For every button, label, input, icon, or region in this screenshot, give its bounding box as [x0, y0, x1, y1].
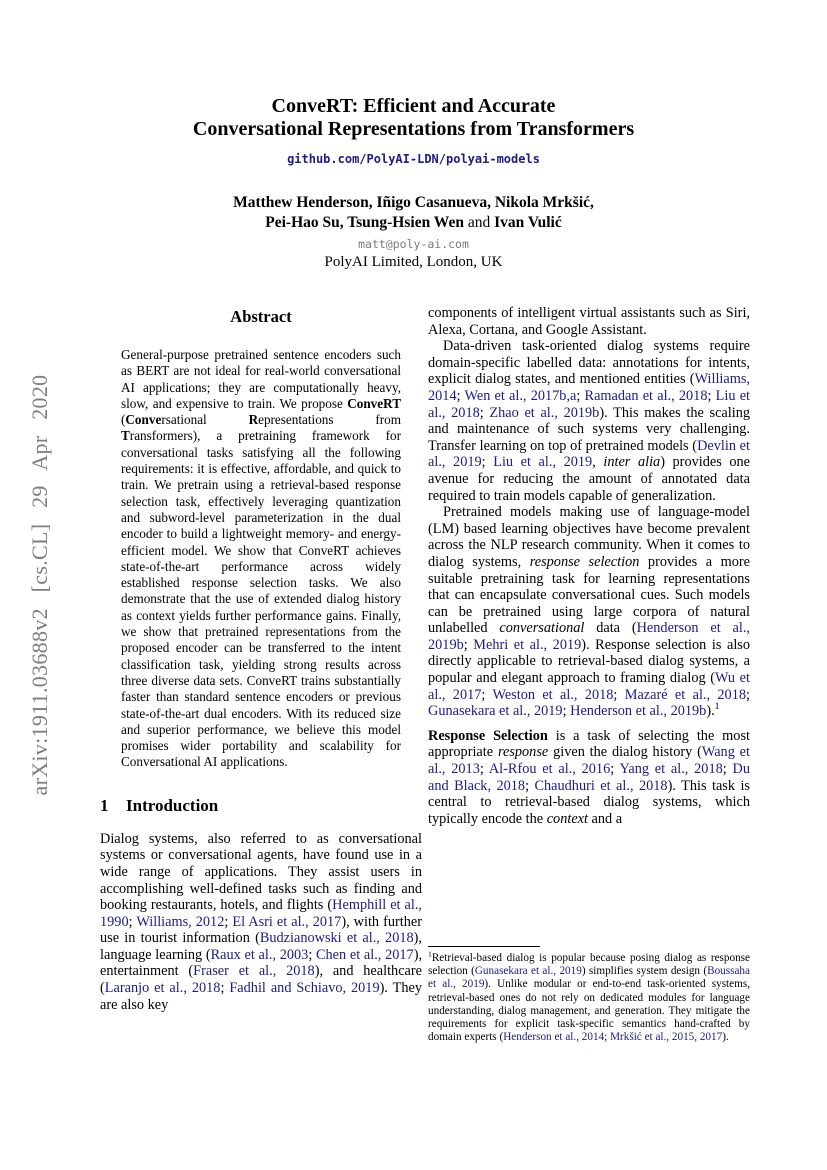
citation-link[interactable]: Fraser et al., 2018 — [193, 963, 315, 980]
citation-link[interactable]: Liu et al., 2018 — [428, 387, 751, 421]
citation-link[interactable]: Mazaré et al., 2018 — [624, 686, 746, 703]
intro-paragraph: Dialog systems, also referred to as conversational systems or conversational agents, have found use in a wide range of applications. They assist users in accomplishing well-defined tasks such as finding and booking restaurants, hotels, and flights (Hemphill et al., 1990; Williams, 2012; El Asri et al., 2017), with further use in tourist information (Budzianowski et al., 2018), language learning (Raux et al., 2003; Chen et al., 2017), entertainment (Fraser et al., 2018), and healthcare (Laranjo et al., 2018; Fadhil and Schiavo, 2019). They are also key — [100, 830, 423, 1013]
citation-link[interactable]: Mrkšić et al., 2015, 2017 — [610, 1031, 723, 1044]
citation-link[interactable]: Wang et al., 2013 — [428, 744, 751, 778]
citation-link[interactable]: Wen et al., 2017b,a — [464, 387, 577, 404]
citation-link[interactable]: Boussaha et al., 2019 — [428, 965, 750, 991]
paragraph: Data-driven task-oriented dialog systems require domain-specific labelled data: annotations for intents, explicit dialog states, and mentioned entities (Williams, 2014; Wen et al., 2017b,a; Ramadan et al., 2018; Liu et al., 2018; Zhao et al., 2019b). This makes the scaling and maintenance of such systems very challenging. Transfer learning on top of pretrained models (Devlin et al., 2019; Liu et al., 2019, inter alia) provides one avenue for reducing the amount of annotated data required to train models capable of generalization. — [428, 338, 751, 504]
footnote-rule — [428, 946, 540, 947]
paper-title-line1: ConveRT: Efficient and Accurate — [271, 95, 556, 117]
citation-link[interactable]: Gunasekara et al., 2019 — [474, 965, 582, 978]
citation-link[interactable]: Budzianowski et al., 2018 — [259, 930, 414, 947]
contact-email: matt@poly-ai.com — [358, 237, 469, 251]
citation-link[interactable]: Mehri et al., 2019 — [473, 636, 582, 653]
citation-link[interactable]: Williams, 2012 — [136, 913, 225, 930]
citation-link[interactable]: Liu et al., 2019 — [493, 454, 593, 471]
citation-link[interactable]: Yang et al., 2018 — [619, 761, 723, 778]
citation-link[interactable]: Ramadan et al., 2018 — [584, 387, 708, 404]
citation-link[interactable]: Henderson et al., 2019b — [428, 620, 750, 653]
citation-link[interactable]: Gunasekara et al., 2019 — [428, 703, 563, 720]
arxiv-watermark: arXiv:1911.03688v2 [cs.CL] 29 Apr 2020 — [27, 374, 52, 796]
section-number: 1 — [100, 795, 109, 815]
paper-title-line2: Conversational Representations from Transformers — [192, 118, 635, 140]
footnote — [428, 946, 750, 1044]
citation-link[interactable]: El Asri et al., 2017 — [232, 913, 342, 930]
citation-link[interactable]: Henderson et al., 2014 — [503, 1031, 605, 1044]
abstract-heading: Abstract — [230, 307, 292, 326]
citation-link[interactable]: Chaudhuri et al., 2018 — [534, 777, 668, 794]
paragraph-response-selection: Response Selection is a task of selecting the most appropriate response given the dialog history (Wang et al., 2013; Al-Rfou et al., 2016; Yang et al., 2018; Du and Black, 2018; Chaudhuri et al., 2018). This task is central to retrieval-based dialog systems, which typically encode the context and a — [428, 727, 751, 827]
citation-link[interactable]: Du and Black, 2018 — [428, 761, 750, 794]
citation-link[interactable]: Weston et al., 2018 — [492, 686, 614, 703]
left-column — [100, 305, 422, 1013]
section-title: Introduction — [126, 795, 219, 815]
right-column — [428, 305, 750, 1105]
citation-link[interactable]: Henderson et al., 2019b — [570, 703, 707, 720]
abstract-body: General-purpose pretrained sentence encoders such as BERT are not ideal for real-world conversational AI applications; they are computationally heavy, slow, and expensive to train. We propose ConveRT (Conversational Representations from Transformers), a pretraining framework for conversational tasks satisfying all the following requirements: it is effective, affordable, and quick to train. We pretrain using a retrieval-based response selection task, effectively leveraging quantization and subword-level parameterization in the dual encoder to build a lightweight memory- and energy-efficient model. We show that ConveRT achieves state-of-the-art performance across widely established response selection tasks. We also demonstrate that the use of extended dialog history as context yields further performance gains. Finally, we show that pretrained representations from the proposed encoder can be transferred to the intent classification task, yielding strong results across three diverse data sets. ConveRT trains substantially faster than standard sentence encoders or previous state-of-the-art dual encoders. With its reduced size and superior performance, we believe this model promises wider portability and scalability for Conversational AI applications. — [121, 347, 401, 770]
section-heading-introduction — [100, 796, 422, 816]
citation-link[interactable]: Hemphill et al., 1990 — [100, 897, 423, 930]
citation-link[interactable]: Zhao et al., 2019b — [489, 404, 600, 421]
citation-link[interactable]: Laranjo et al., 2018 — [104, 980, 221, 997]
citation-link[interactable]: Wu et al., 2017 — [428, 670, 750, 703]
citation-link[interactable]: Fadhil and Schiavo, 2019 — [229, 980, 380, 997]
affiliation: PolyAI Limited, London, UK — [324, 254, 503, 270]
paragraph: components of intelligent virtual assistants such as Siri, Alexa, Cortana, and Google Assistant. — [428, 305, 750, 338]
citation-link[interactable]: Devlin et al., 2019 — [428, 437, 750, 471]
author-list — [0, 193, 827, 233]
authors-line-1: Matthew Henderson, Iñigo Casanueva, Nikola Mrkšić, — [233, 194, 594, 211]
citation-link[interactable]: Williams, 2014 — [428, 371, 750, 404]
citation-link[interactable]: Raux et al., 2003 — [210, 946, 309, 963]
citation-link[interactable]: Al-Rfou et al., 2016 — [488, 761, 611, 778]
footnote-text: $^1$Retrieval-based dialog is popular because posing dialog as response selection (Gunasekara et al., 2019) simplifies system design (Boussaha et al., 2019). Unlike modular or end-to-end task-oriented systems, retrieval-based ones do not rely on dedicated modules for language understanding, dialog management, and generation. They mitigate the requirements for explicit task-specific semantics hand-crafted by domain experts (Henderson et al., 2014; Mrkšić et al., 2015, 2017). — [428, 949, 750, 1044]
paper-title — [0, 95, 827, 141]
paragraph: Pretrained models making use of language-model (LM) based learning objectives have become prevalent across the NLP research community. When it comes to dialog systems, response selection provides a more suitable pretraining task for learning representations that can encapsulate conversational cues. Such models can be pretrained using large corpora of natural unlabelled conversational data (Henderson et al., 2019b; Mehri et al., 2019). Response selection is also directly applicable to retrieval-based dialog systems, a popular and elegant approach to framing dialog (Wu et al., 2017; Weston et al., 2018; Mazaré et al., 2018; Gunasekara et al., 2019; Henderson et al., 2019b).$^1$ — [428, 504, 750, 720]
authors-line-2: Pei-Hao Su, Tsung-Hsien Wen and Ivan Vulić — [265, 214, 562, 231]
paper-header — [0, 95, 827, 271]
citation-link[interactable]: Chen et al., 2017 — [316, 946, 414, 963]
repo-link[interactable]: github.com/PolyAI-LDN/polyai-models — [287, 152, 540, 166]
